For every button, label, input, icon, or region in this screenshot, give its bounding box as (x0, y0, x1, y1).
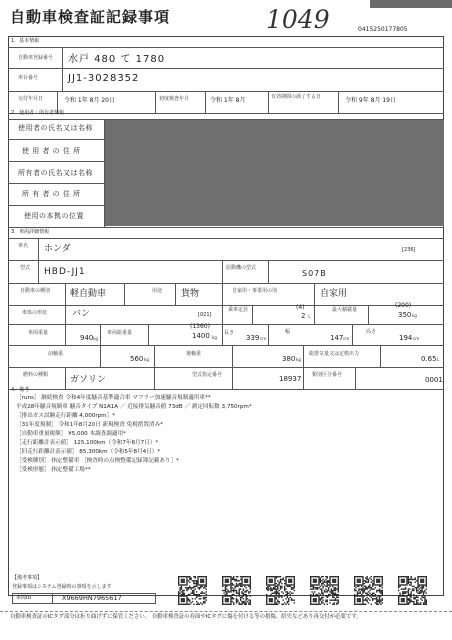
engine-label: 原動機の型式 (226, 265, 257, 271)
weight-unit: kg (93, 336, 98, 341)
qr-code (266, 576, 295, 605)
section1-title: 1．基本情報 (11, 38, 40, 44)
use-value: 貨物 (181, 289, 200, 299)
rear-axle-value: 380 (282, 355, 296, 363)
body-shape-code: [021] (198, 312, 212, 318)
purpose-value: 自家用 (320, 289, 348, 299)
qr-code (178, 576, 207, 605)
first-registration-value: 令和 1年 8月 (210, 97, 246, 104)
front-axle-unit: kg (144, 357, 149, 362)
handwritten-number: 1049 (266, 5, 330, 34)
remarks-line: ［受検形態］ 指定整備工場** (16, 467, 91, 473)
length-label: 長さ (224, 330, 235, 336)
first-registration-label: 初度検査年月 (159, 96, 190, 102)
registration-label: 自動車登録番号 (18, 55, 54, 61)
section2-title: 2．使用者・所有者情報 (11, 110, 65, 116)
model-value: HBD-JJ1 (44, 267, 86, 277)
use-label: 用途 (152, 288, 163, 294)
front-axle-value: 560 (130, 355, 144, 363)
capacity-unit: 人 (307, 314, 311, 319)
remarks-line: ［走行距離計表示値］ 125,100km（令和7年8月7日）* (16, 440, 159, 446)
remarks-line: ［旧走行距離計表示値］ 85,300km（令和5年8月4日）* (16, 449, 161, 455)
max-load-value: 350 (398, 311, 412, 319)
category-number-label: 類別区分番号 (312, 372, 343, 378)
fuel-value: ガソリン (70, 375, 107, 385)
registration-value: 水戸 480 て 1780 (68, 54, 166, 65)
remarks-line: ［自動車重量税額］ ¥5,000 本調査調適用* (16, 431, 126, 437)
purpose-label: 自家用・事業用の別 (232, 288, 278, 294)
rear-axle-label: 後軸重 (186, 351, 202, 357)
displacement-value: 0.65 (421, 355, 437, 363)
gross-weight-value: 1400 (192, 332, 210, 340)
remarks-line: 平成28年騒音規制車 騒音タイプ N1A1A ／ 近接排気騒音値 73dB ／ 測定回転数 3,750rpm* (16, 404, 252, 410)
memo-title: 【備考事項】 (12, 575, 43, 581)
vin-label: 車台番号 (18, 75, 39, 81)
rear-axle-unit: kg (296, 357, 301, 362)
width-label: 幅 (285, 329, 291, 335)
height-unit: cm (413, 336, 420, 341)
fuel-label: 燃料の種類 (23, 372, 49, 378)
qr-code (310, 576, 339, 605)
memo-text: 登録事項はシステム登録時の事項を示します (12, 584, 112, 590)
height-value: 194 (399, 334, 413, 342)
section3-title: 3．車両詳細情報 (11, 229, 50, 235)
maker-code: [236] (402, 247, 416, 253)
remarks-line: ［受検種別］ 指定整備車 ［検査時の点検整備記録簿記載あり］* (16, 458, 179, 464)
body-shape-value: バン (72, 309, 91, 319)
remarks-line: ［runs］ 継続検査 令和4年度騒音基準適合車 マフラー加速騒音規制適用車** (16, 395, 211, 401)
max-load-original: (200) (395, 302, 412, 309)
document-title: 自動車検査証記録事項 (10, 8, 171, 26)
length-value: 339 (246, 334, 260, 342)
approval-number-value: 18937 (279, 375, 302, 383)
user-name-label: 使用者の氏名又は名称 (18, 124, 93, 132)
document-serial-number: 0415250177805 (358, 26, 408, 33)
issue-date-value: 令和 1年 8月 20日 (64, 97, 115, 104)
max-load-unit: kg (412, 313, 417, 318)
expiry-label: 有効期間の満了する日 (271, 94, 322, 100)
issue-date-label: 交付年月日 (18, 96, 44, 102)
vehicle-type-label: 自動車の種別 (20, 288, 51, 294)
top-redaction-band (370, 0, 452, 8)
car-id-label: 車両ID (16, 595, 32, 601)
capacity-original: (4) (296, 304, 305, 311)
qr-code (222, 576, 251, 605)
engine-value: S07B (302, 269, 327, 278)
front-axle-label: 前軸重 (48, 351, 64, 357)
weight-label: 車両重量 (28, 330, 49, 336)
maker-value: ホンダ (44, 244, 71, 254)
displacement-unit: L (437, 357, 440, 362)
capacity-label: 乗車定員 (228, 307, 249, 313)
displacement-label: 総排気量又は定格出力 (309, 351, 360, 357)
expiry-value: 令和 9年 8月 19日 (345, 97, 396, 104)
qr-codes (178, 574, 448, 608)
base-location-label: 使用の本拠の位置 (24, 212, 84, 220)
body-shape-label: 車体の形状 (22, 310, 48, 316)
height-label: 高さ (366, 329, 377, 335)
weight-value: 940 (80, 334, 94, 342)
user-address-label: 使 用 者 の 住 所 (22, 147, 81, 155)
category-number-value: 0001 (425, 376, 443, 384)
remarks-line: ［31年度規制］ 令和1年8月20日 新規検査 免税措置済み* (16, 422, 163, 428)
width-value: 147 (330, 334, 344, 342)
vehicle-type-value: 軽自動車 (70, 289, 107, 299)
bottom-note: 自動車検査証のICタグ部分は折り曲げずに保管ください。 自動車検査証の券面やICタグに傷を付ける等の損傷、紛失などあり再交付が必要です。 (10, 614, 362, 620)
model-label: 型式 (20, 265, 31, 271)
gross-weight-label: 車両総重量 (107, 330, 133, 336)
capacity-value: 2 (301, 312, 306, 320)
approval-number-label: 型式指定番号 (192, 372, 223, 378)
vin-value: JJ1-3028352 (68, 73, 140, 84)
length-unit: cm (260, 336, 267, 341)
car-id-value: X9669HN7965617 (62, 594, 122, 602)
width-unit: cm (343, 336, 350, 341)
max-load-label: 最大積載量 (332, 307, 358, 313)
owner-name-label: 所有者の氏名又は名称 (18, 169, 93, 177)
owner-info-redaction (105, 120, 444, 226)
remarks-line: ［排出ガス試験走行距離 4,000rpm］* (16, 413, 116, 419)
section4-title: 4．備考 (11, 387, 30, 393)
maker-label: 車名 (18, 243, 29, 249)
qr-code (354, 576, 383, 605)
gross-weight-unit: kg (212, 335, 217, 340)
qr-code (398, 576, 427, 605)
owner-address-label: 所 有 者 の 住 所 (22, 190, 81, 198)
gross-weight-original: (1360) (190, 323, 210, 330)
